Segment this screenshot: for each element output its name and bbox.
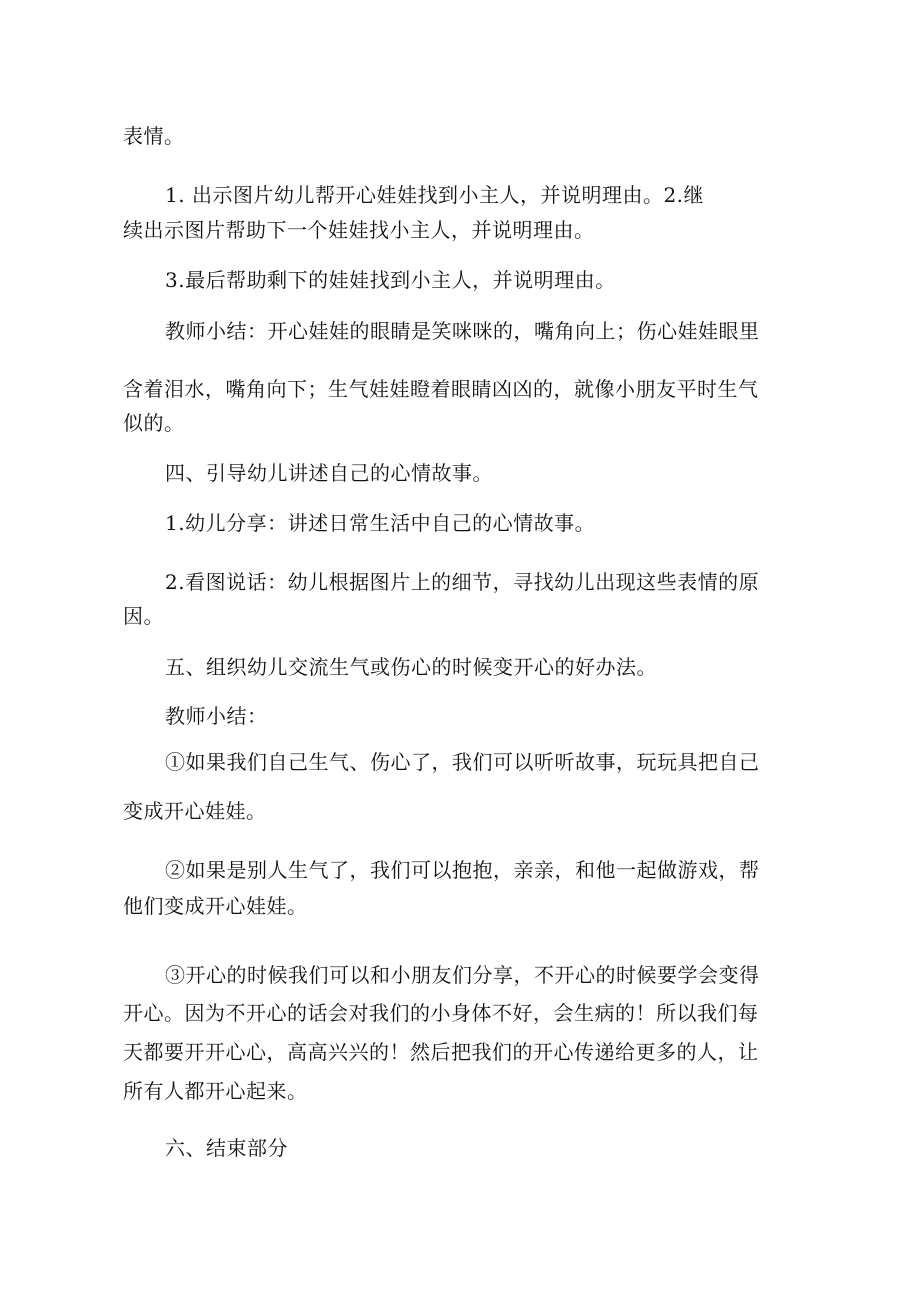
- text-line: 他们变成开心娃娃。: [123, 894, 308, 918]
- text-line: 天都要开开心心，高高兴兴的！然后把我们的开心传递给更多的人，让: [123, 1040, 759, 1064]
- text-line: 续出示图片帮助下一个娃娃找小主人，并说明理由。: [123, 218, 595, 242]
- text-line: 教师小结：: [165, 704, 268, 728]
- text-line: 所有人都开心起来。: [123, 1079, 308, 1103]
- text-line: 变成开心娃娃。: [123, 799, 267, 823]
- text-line: ②如果是别人生气了，我们可以抱抱，亲亲，和他一起做游戏，帮: [165, 858, 760, 882]
- text-line: 1. 出示图片幼儿帮开心娃娃找到小主人，并说明理由。2.继: [165, 183, 705, 207]
- text-line: 似的。: [123, 411, 185, 435]
- text-line: 开心。因为不开心的话会对我们的小身体不好，会生病的！所以我们每: [123, 1001, 759, 1025]
- section-heading: 五、组织幼儿交流生气或伤心的时候变开心的好办法。: [165, 655, 657, 679]
- text-line: 1.幼儿分享：讲述日常生活中自己的心情故事。: [165, 511, 596, 535]
- section-heading: 六、结束部分: [165, 1136, 288, 1160]
- text-line: 因。: [123, 604, 164, 628]
- text-line: 2.看图说话：幼儿根据图片上的细节，寻找幼儿出现这些表情的原: [165, 570, 760, 594]
- section-heading: 四、引导幼儿讲述自己的心情故事。: [165, 461, 493, 485]
- text-line: ③开心的时候我们可以和小朋友们分享，不开心的时候要学会变得: [165, 963, 760, 987]
- text-line: 3.最后帮助剩下的娃娃找到小主人，并说明理由。: [165, 268, 616, 292]
- text-line: ①如果我们自己生气、伤心了，我们可以听听故事，玩玩具把自己: [165, 750, 760, 774]
- text-line: 含着泪水，嘴角向下；生气娃娃瞪着眼睛凶凶的，就像小朋友平时生气: [123, 377, 759, 401]
- text-line: 教师小结：开心娃娃的眼睛是笑咪咪的，嘴角向上；伤心娃娃眼里: [165, 319, 760, 343]
- text-line: 表情。: [123, 124, 185, 148]
